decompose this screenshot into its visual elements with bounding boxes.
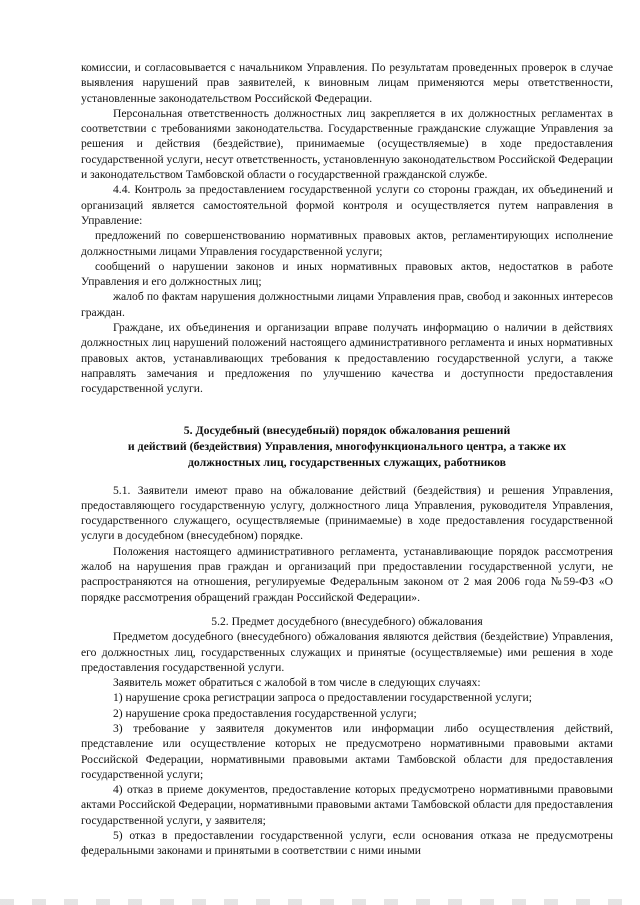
paragraph-4-4: 4.4. Контроль за предоставлением государственной услуги со стороны граждан, их объединений и организаций является самостоятельной формой контроля и осуществляется путем направления в Управление: — [81, 183, 613, 227]
section-heading-line: и действий (бездействия) Управления, многофункционального центра, а также их — [127, 438, 567, 453]
paragraph-subject-of-appeal: Предметом досудебного (внесудебного) обжалования являются действия (бездействие) Управления, его должностных лиц, государственных служащих и принятые (осуществляемые) ими решения в ходе предоставления государственной услуги. — [81, 630, 613, 674]
paragraph-personal-responsibility: Персональная ответственность должностных лиц закрепляется в их должностных регламентах в соответствии с требованиями законодательства. Государственные гражданские служащие Управления за решения и действия (бездействие), принимаемые (осуществляемые) в ходе предоставления государственной услуги, несут ответственность, установленную законодательством Российской Федерации и законодательством Тамбовской области о государственной гражданской службе. — [81, 106, 614, 182]
list-item-complaints: жалоб по фактам нарушения должностными лицами Управления прав, свобод и законных интересов граждан. — [81, 290, 613, 319]
list-item-3: 3) требование у заявителя документов или информации либо осуществления действий, представление или осуществление которых не предусмотрено нормативными правовыми актами Российской Федерации, нормативными правовыми актами Тамбовской области для предоставления государственной услуги; — [81, 721, 613, 781]
section-5-heading — [81, 422, 613, 470]
section-heading-line: должностных лиц, государственных служащих, работников — [187, 454, 507, 469]
list-item-proposals: предложений по совершенствованию нормативных правовых актов, регламентирующих исполнение должностными лицами Управления государственной услуги; — [81, 229, 613, 258]
scan-footer-artifact — [0, 899, 640, 905]
paragraph-continuation: комиссии, и согласовывается с начальником Управления. По результатам проведенных проверок в случае выявления нарушений прав заявителей, к виновным лицам применяются меры ответственности, установленные законодательством Российской Федерации. — [81, 61, 613, 105]
paragraph-5-1: 5.1. Заявители имеют право на обжалование действий (бездействия) и решения Управления, предоставляющего государственную услугу, должностного лица Управления, руководителя Управления, государственного служащего, осуществляемые (принимаемые) в ходе предоставления государственной услуги в досудебном (внесудебном) порядке. — [81, 483, 613, 543]
subheading-5-2: 5.2. Предмет досудебного (внесудебного) обжалования — [211, 614, 483, 628]
list-item-2: 2) нарушение срока предоставления государственной услуги; — [113, 706, 417, 720]
list-item-reports: сообщений о нарушении законов и иных нормативных правовых актов, недостатков в работе Управления и его должностных лиц; — [81, 259, 613, 289]
list-item-5: 5) отказ в предоставлении государственной услуги, если основания отказа не предусмотрены федеральными законами и принятыми в соответствии с ними иными — [81, 829, 613, 858]
paragraph-complaint-cases: Заявитель может обратиться с жалобой в том числе в следующих случаях: — [113, 676, 481, 690]
section-heading-line: 5. Досудебный (внесудебный) порядок обжалования решений — [183, 422, 511, 437]
list-item-1: 1) нарушение срока регистрации запроса о предоставлении государственной услуги; — [113, 691, 532, 705]
list-item-4: 4) отказ в приеме документов, предоставление которых предусмотрено нормативными правовыми актами Российской Федерации, нормативными правовыми актами Тамбовской области для предоставления государственной услуги, у заявителя; — [81, 783, 613, 827]
paragraph-citizens-rights: Граждане, их объединения и организации вправе получать информацию о наличии в действиях должностных лиц нарушений положений настоящего административного регламента и иных нормативных правовых актов, устанавливающих требования к предоставлению государственной услуги, а также направлять замечания и предложения по улучшению качества и доступности предоставления государственной услуги. — [81, 321, 613, 396]
paragraph-regulation-scope: Положения настоящего административного регламента, устанавливающие порядок рассмотрения жалоб на нарушения прав граждан и организаций при предоставлении государственной услуги, не распространяются на отношения, регулируемые Федеральным законом от 2 мая 2006 года №59-ФЗ «О порядке рассмотрения обращений граждан Российской Федерации». — [81, 544, 613, 604]
